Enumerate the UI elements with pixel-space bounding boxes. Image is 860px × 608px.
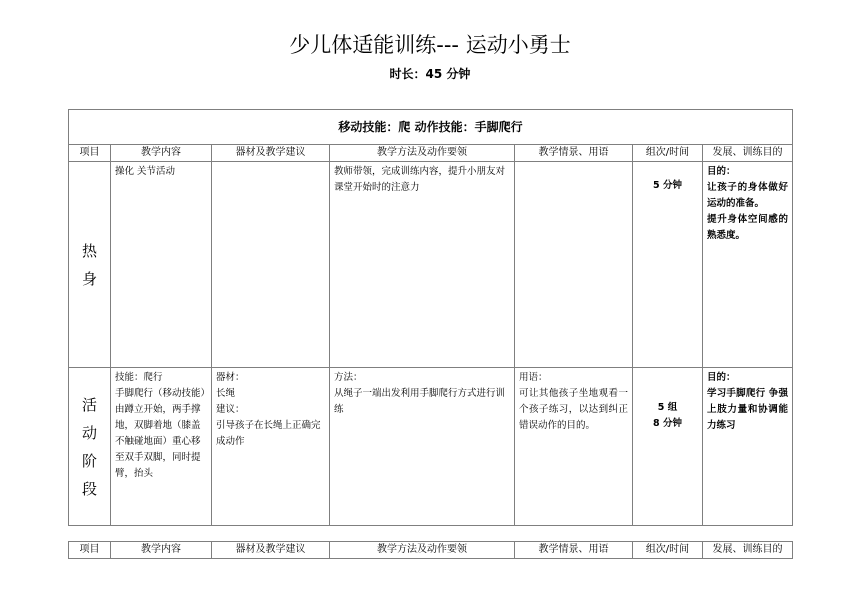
table-header-row — [69, 542, 793, 559]
header-item: 项目 — [69, 145, 111, 162]
header-method: 教学方法及动作要领 — [330, 542, 515, 559]
header-scenario: 教学情景、用语 — [515, 542, 633, 559]
header-goal: 发展、训练目的 — [703, 542, 793, 559]
next-table-header — [68, 541, 793, 559]
warmup-row — [69, 162, 793, 368]
activity-scenario: 用语： 可让其他孩子坐地观看一个孩子练习，以达到纠正错误动作的目的。 — [515, 368, 633, 526]
table-header-row — [69, 145, 793, 162]
duration-label: 时长：45 分钟 — [389, 67, 471, 81]
activity-content: 技能：爬行 手脚爬行（移动技能） 由蹲立开始，两手撑地，双脚着地（膝盖不触碰地面）重心移至双手双脚，同时提臂，抬头 — [111, 368, 212, 526]
lesson-table — [68, 109, 793, 526]
warmup-equipment — [212, 162, 330, 368]
activity-method: 方法： 从绳子一端出发利用手脚爬行方式进行训练 — [330, 368, 515, 526]
activity-stage-label: 活 动 阶 段 — [69, 368, 111, 526]
header-content: 教学内容 — [111, 145, 212, 162]
header-content: 教学内容 — [111, 542, 212, 559]
activity-equipment: 器材： 长绳 建议： 引导孩子在长绳上正确完成动作 — [212, 368, 330, 526]
activity-goal: 目的： 学习手脚爬行 争强上肢力量和协调能力练习 — [703, 368, 793, 526]
header-time: 组次/时间 — [633, 145, 703, 162]
warmup-stage-label: 热 身 — [69, 162, 111, 368]
header-equipment: 器材及教学建议 — [212, 542, 330, 559]
header-item: 项目 — [69, 542, 111, 559]
activity-sets-time: 5 组 8 分钟 — [633, 368, 703, 526]
header-scenario: 教学情景、用语 — [515, 145, 633, 162]
activity-row — [69, 368, 793, 526]
warmup-content: 操化 关节活动 — [111, 162, 212, 368]
header-method: 教学方法及动作要领 — [330, 145, 515, 162]
skill-banner: 移动技能：爬 动作技能：手脚爬行 — [69, 110, 793, 145]
header-equipment: 器材及教学建议 — [212, 145, 330, 162]
header-goal: 发展、训练目的 — [703, 145, 793, 162]
warmup-time: 5 分钟 — [633, 162, 703, 368]
warmup-scenario — [515, 162, 633, 368]
header-time: 组次/时间 — [633, 542, 703, 559]
warmup-goal: 目的： 让孩子的身体做好运动的准备。 提升身体空间感的熟悉度。 — [703, 162, 793, 368]
document-title: 少儿体适能训练--- 运动小勇士 — [289, 33, 571, 57]
warmup-method: 教师带领，完成训练内容，提升小朋友对课堂开始时的注意力 — [330, 162, 515, 368]
